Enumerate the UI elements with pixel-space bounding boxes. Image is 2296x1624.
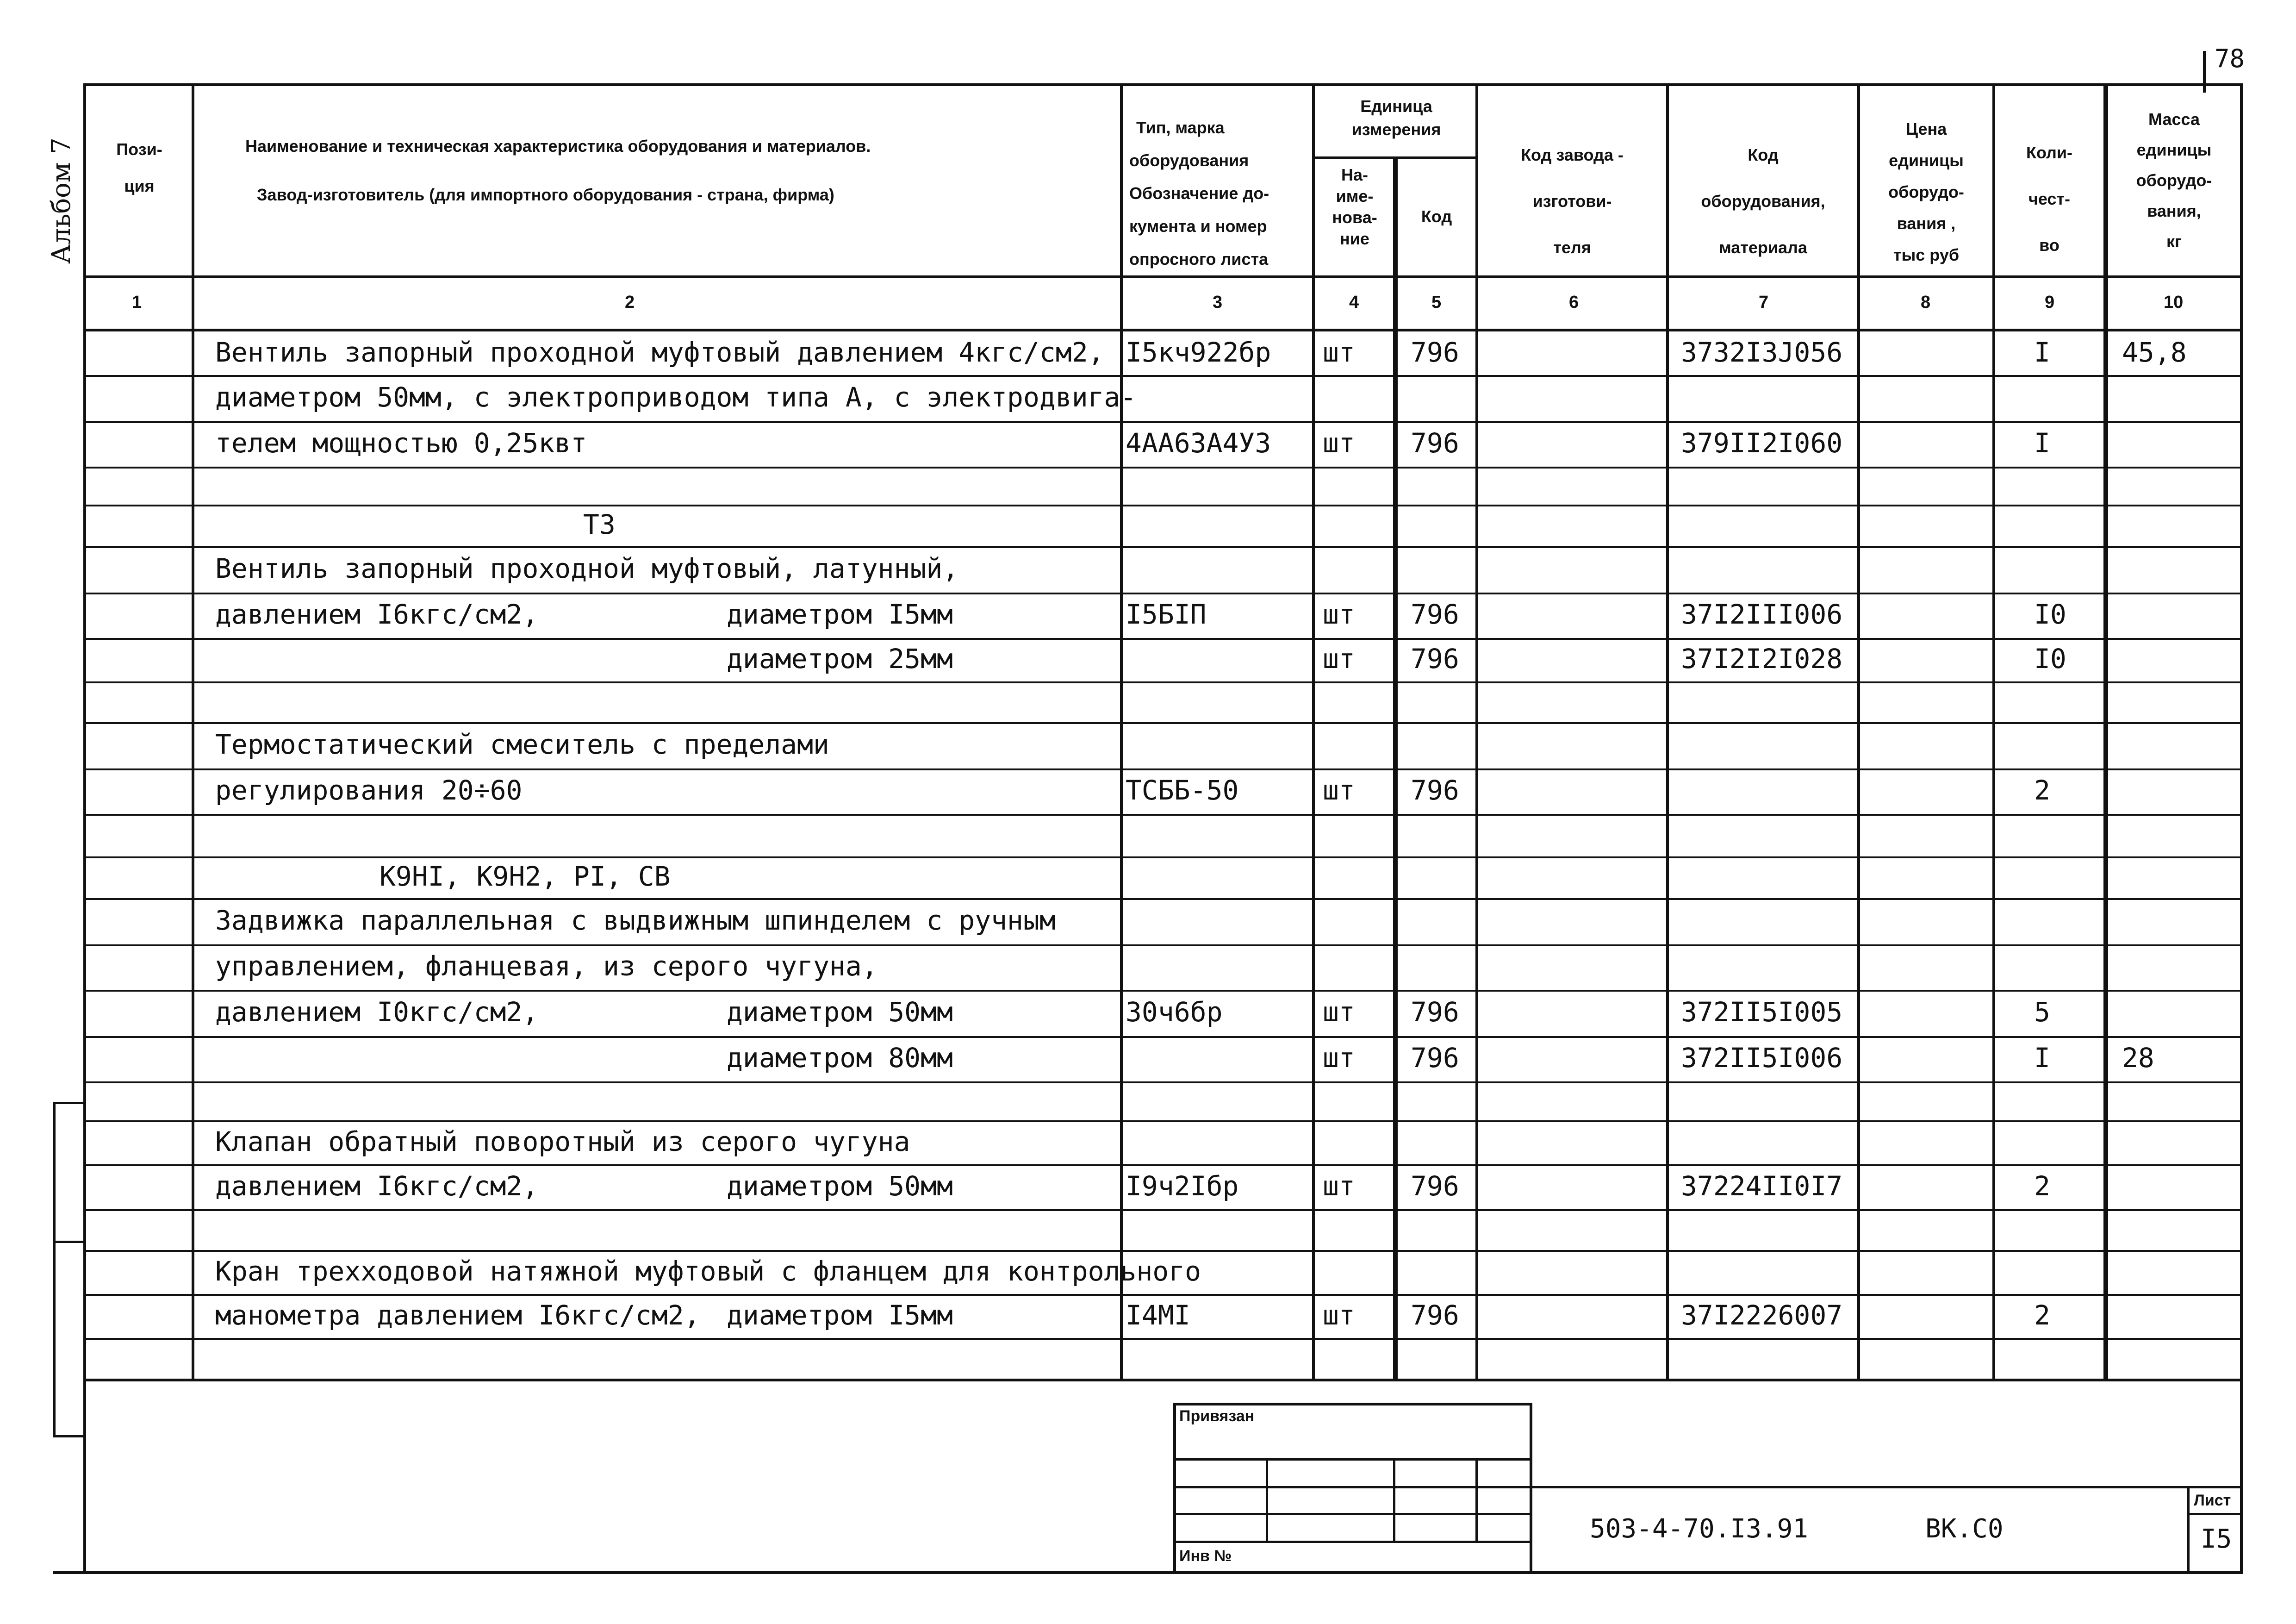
stamp-inv: Инв № — [1179, 1547, 1232, 1565]
cell-c2: давлением I6кгс/см2, — [215, 1170, 539, 1202]
cell-c2: манометра давлением I6кгс/см2, — [215, 1299, 700, 1331]
cell-c3: I4MI — [1126, 1299, 1190, 1331]
row-separator — [83, 814, 2242, 816]
cell-c9: 5 — [2034, 996, 2050, 1028]
row-separator — [83, 421, 2242, 423]
col-divider-9 — [2103, 83, 2108, 1380]
header-unit-group: Единица измерения — [1351, 97, 1441, 139]
cell-c2b: диаметром I5мм — [727, 1299, 953, 1331]
row-separator — [83, 768, 2242, 770]
cell-c4: шт — [1323, 775, 1355, 806]
table-bottom-line — [83, 1379, 2242, 1381]
row-separator — [83, 898, 2242, 900]
album-label: Альбом 7 — [46, 137, 76, 264]
cell-c5: 796 — [1411, 1299, 1459, 1331]
stamp-list-split — [2187, 1513, 2242, 1515]
header-col2-line2: Завод-изготовитель (для импортного оборудования - страна, фирма) — [257, 185, 834, 204]
row-separator — [83, 638, 2242, 640]
col-number-1: 1 — [132, 293, 142, 312]
cell-c7: 372II5I006 — [1681, 1042, 1843, 1074]
cell-c2: Кран трехходовой натяжной муфтовый с фланцем для контрольного — [215, 1255, 1201, 1287]
col-number-4: 4 — [1349, 293, 1359, 312]
col-divider-2 — [1120, 83, 1123, 1380]
stamp-title-top — [1530, 1486, 2242, 1488]
col-number-10: 10 — [2164, 293, 2184, 312]
header-col6: Код завода - изготови- теля — [1521, 145, 1624, 257]
stamp-grid-h2 — [1173, 1486, 1532, 1488]
header-col2-line1: Наименование и техническая характеристика оборудования и материалов. — [245, 137, 871, 156]
stamp-section: ВК.С0 — [1925, 1514, 2004, 1544]
cell-c10: 45,8 — [2122, 337, 2187, 368]
header-col5: Код — [1421, 207, 1452, 226]
stamp-box-left — [1173, 1403, 1176, 1574]
cell-c3: I5кч922бр — [1126, 337, 1271, 368]
cell-c2: управлением, фланцевая, из серого чугуна, — [215, 950, 878, 982]
header-col8: Цена единицы оборудо- вания , тыс руб — [1888, 119, 1964, 264]
stamp-box-right — [1530, 1403, 1532, 1574]
header-col10: Масса единицы оборудо- вания, кг — [2136, 110, 2212, 251]
col-number-7: 7 — [1759, 293, 1769, 312]
cell-c5: 796 — [1411, 996, 1459, 1028]
col-number-9: 9 — [2045, 293, 2055, 312]
row-separator — [83, 856, 2242, 858]
cell-c7: 37I2III006 — [1681, 599, 1843, 630]
stamp-privyazan: Привязан — [1179, 1407, 1255, 1425]
binding-strip-bottom — [53, 1435, 86, 1437]
page-number: 78 — [2215, 44, 2245, 73]
row-separator — [83, 1294, 2242, 1296]
cell-c4: шт — [1323, 1042, 1355, 1074]
row-separator — [83, 1250, 2242, 1252]
cell-c2: Т3 — [583, 509, 616, 540]
frame-bottom — [53, 1571, 2242, 1574]
cell-c4: шт — [1323, 1170, 1355, 1202]
cell-c9: I — [2034, 1042, 2050, 1074]
row-separator — [83, 990, 2242, 992]
cell-c2: телем мощностью 0,25квт — [215, 427, 587, 459]
row-separator — [83, 1164, 2242, 1166]
frame-right — [2240, 83, 2243, 1574]
header-col4: На- име- нова- ние — [1332, 165, 1377, 248]
cell-c5: 796 — [1411, 643, 1459, 675]
stamp-grid-h4 — [1173, 1541, 1532, 1543]
cell-c2b: диаметром 50мм — [727, 996, 953, 1028]
cell-c5: 796 — [1411, 427, 1459, 459]
header-col9: Коли- чест- во — [2026, 143, 2073, 255]
col-number-8: 8 — [1921, 293, 1931, 312]
cell-c2: Вентиль запорный проходной муфтовый давлением 4кгс/см2, — [215, 337, 1104, 368]
row-separator — [83, 1209, 2242, 1211]
stamp-grid-h3 — [1173, 1513, 1532, 1515]
stamp-list-left — [2187, 1486, 2190, 1574]
cell-c10: 28 — [2122, 1042, 2154, 1074]
cell-c3: I9ч2Iбр — [1126, 1170, 1239, 1202]
cell-c2b: диаметром I5мм — [727, 599, 953, 630]
col-number-5: 5 — [1431, 293, 1442, 312]
row-separator — [83, 1338, 2242, 1340]
binding-strip-line — [53, 1102, 56, 1435]
col-number-3: 3 — [1213, 293, 1223, 312]
header-col7: Код оборудования, материала — [1701, 145, 1825, 257]
stamp-box-top — [1173, 1403, 1532, 1405]
cell-c2: Термостатический смеситель с пределами — [215, 729, 829, 760]
page-number-mark — [2203, 51, 2206, 93]
row-separator — [83, 546, 2242, 548]
row-separator — [83, 944, 2242, 946]
col-number-2: 2 — [625, 293, 635, 312]
cell-c9: 2 — [2034, 1299, 2050, 1331]
row-separator — [83, 375, 2242, 377]
cell-c5: 796 — [1411, 599, 1459, 630]
cell-c3: I5БIП — [1126, 599, 1207, 630]
stamp-grid-v3 — [1475, 1458, 1478, 1542]
row-separator — [83, 722, 2242, 724]
col-divider-3 — [1312, 83, 1315, 1380]
cell-c4: шт — [1323, 1299, 1355, 1331]
cell-c7: 37I2226007 — [1681, 1299, 1843, 1331]
col-number-6: 6 — [1569, 293, 1579, 312]
cell-c9: I — [2034, 427, 2050, 459]
cell-c4: шт — [1323, 643, 1355, 675]
cell-c2b: диаметром 25мм — [727, 643, 953, 675]
stamp-list-label: Лист — [2194, 1492, 2231, 1509]
cell-c5: 796 — [1411, 775, 1459, 806]
cell-c4: шт — [1323, 996, 1355, 1028]
cell-c4: шт — [1323, 427, 1355, 459]
cell-c4: шт — [1323, 599, 1355, 630]
binding-strip-mid — [53, 1241, 86, 1243]
binding-strip-top — [53, 1102, 86, 1104]
cell-c2: Задвижка параллельная с выдвижным шпинделем с ручным — [215, 905, 1056, 936]
stamp-list-number: I5 — [2201, 1524, 2232, 1554]
col-divider-8 — [1992, 83, 1995, 1380]
header-bottom-line — [83, 275, 2242, 278]
row-separator — [83, 593, 2242, 594]
frame-left — [83, 83, 86, 1574]
cell-c2: Клапан обратный поворотный из серого чугуна — [215, 1125, 910, 1157]
cell-c7: 372II5I005 — [1681, 996, 1843, 1028]
cell-c9: 2 — [2034, 775, 2050, 806]
stamp-grid-v2 — [1393, 1458, 1395, 1542]
cell-c2: давлением I0кгс/см2, — [215, 996, 539, 1028]
cell-c3: 4АА63А4У3 — [1126, 427, 1271, 459]
cell-c2: К9НI, К9Н2, РI, СВ — [380, 861, 671, 892]
row-separator — [83, 467, 2242, 468]
cell-c2: регулирования 20÷60 — [215, 775, 523, 806]
cell-c2: диаметром 50мм, с электроприводом типа А, с электродвига- — [215, 381, 1137, 413]
col-divider-6 — [1666, 83, 1669, 1380]
cell-c7: 37I2I2I028 — [1681, 643, 1843, 675]
stamp-grid-v1 — [1266, 1458, 1268, 1542]
cell-c9: I — [2034, 337, 2050, 368]
cell-c2b: диаметром 50мм — [727, 1170, 953, 1202]
frame-top — [83, 83, 2242, 86]
unit-group-split — [1312, 156, 1478, 159]
col-divider-5 — [1475, 83, 1478, 1380]
cell-c7: 3732I3J056 — [1681, 337, 1843, 368]
cell-c5: 796 — [1411, 337, 1459, 368]
cell-c2: давлением I6кгс/см2, — [215, 599, 539, 630]
row-separator — [83, 1120, 2242, 1122]
col-divider-1 — [192, 83, 194, 1380]
cell-c9: I0 — [2034, 599, 2066, 630]
row-separator — [83, 1036, 2242, 1038]
col-divider-7 — [1857, 83, 1860, 1380]
cell-c3: ТСББ-50 — [1126, 775, 1239, 806]
cell-c2b: диаметром 80мм — [727, 1042, 953, 1074]
cell-c2: Вентиль запорный проходной муфтовый, латунный, — [215, 553, 959, 584]
row-separator — [83, 505, 2242, 506]
stamp-grid-h1 — [1173, 1458, 1532, 1461]
cell-c4: шт — [1323, 337, 1355, 368]
col-number-row-bottom — [83, 329, 2242, 331]
header-col1: Пози- ция — [116, 140, 162, 195]
stamp-doc-code: 503-4-70.I3.91 — [1590, 1514, 1809, 1544]
cell-c5: 796 — [1411, 1170, 1459, 1202]
cell-c9: 2 — [2034, 1170, 2050, 1202]
row-separator — [83, 1081, 2242, 1083]
row-separator — [83, 681, 2242, 683]
cell-c9: I0 — [2034, 643, 2066, 675]
cell-c7: 37224II0I7 — [1681, 1170, 1843, 1202]
cell-c5: 796 — [1411, 1042, 1459, 1074]
header-col3: Тип, марка оборудования Обозначение до- кумента и номер опросного листа — [1129, 118, 1269, 269]
cell-c7: 379II2I060 — [1681, 427, 1843, 459]
cell-c3: 30ч6бр — [1126, 996, 1223, 1028]
